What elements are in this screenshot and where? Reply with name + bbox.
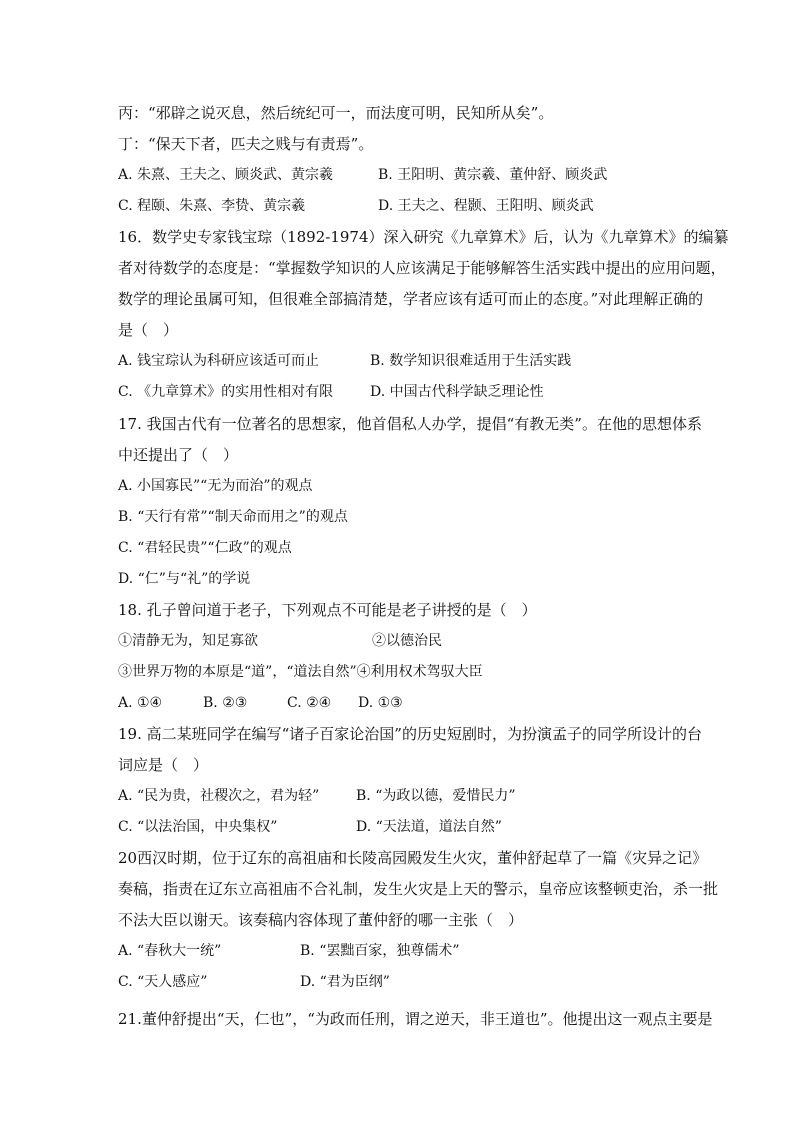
q18-stem: 18. 孔子曾问道于老子，下列观点不可能是老子讲授的是（ ） xyxy=(118,601,537,619)
q17-stem-line-1: 17. 我国古代有一位著名的思想家，他首倡私人办学，提倡“有教无类”。在他的思想体系 xyxy=(118,415,702,433)
q18-option-b: B. ②③ xyxy=(203,695,248,711)
q16-option-a: A. 钱宝琮认为科研应该适可而止 xyxy=(118,353,320,369)
q16-stem-line-4: 是（ ） xyxy=(118,321,179,339)
q17-option-b: B. “天行有常”“制天命而用之”的观点 xyxy=(118,509,348,525)
q19-option-c: C. “以法治国，中央集权” xyxy=(118,819,278,835)
q18-option-d: D. ①③ xyxy=(358,695,403,711)
q19-stem-line-1: 19. 高二某班同学在编写“诸子百家论治国”的历史短剧时，为扮演孟子的同学所设计的台 xyxy=(118,725,702,743)
q17-option-d: D. “仁”与“礼”的学说 xyxy=(118,571,251,587)
q19-option-d: D. “天法道，道法自然” xyxy=(356,819,502,835)
q16-stem-line-1: 16．数学史专家钱宝琮（1892-1974）深入研究《九章算术》后，认为《九章算术》的编纂 xyxy=(118,228,729,246)
q19-option-b: B. “为政以德，爱惜民力” xyxy=(356,788,516,804)
q20-stem-line-1: 20西汉时期，位于辽东的高祖庙和长陵高园殿发生火灾，董仲舒起草了一篇《灾异之记》 xyxy=(118,849,708,867)
q15-option-d: D. 王夫之、程颢、王阳明、顾炎武 xyxy=(378,198,594,214)
q18-item-2: ②以德治民 xyxy=(372,633,442,649)
q20-option-d: D. “君为臣纲” xyxy=(300,974,390,990)
q20-stem-line-3: 不法大臣以谢天。该奏稿内容体现了董仲舒的哪一主张（ ） xyxy=(118,911,524,929)
q20-option-a: A. “春秋大一统” xyxy=(118,943,222,959)
q19-option-a: A. “民为贵，社稷次之，君为轻” xyxy=(118,788,320,804)
q16-stem-line-3: 数学的理论虽属可知，但很难全部搞清楚，学者应该有适可而止的态度。”对此理解正确的 xyxy=(118,290,704,308)
q18-items-3-4: ③世界万物的本原是“道”，“道法自然”④利用权术驾驭大臣 xyxy=(118,664,483,680)
q16-option-c: C. 《九章算术》的实用性相对有限 xyxy=(118,384,334,400)
quote-bing: 丙：“邪辟之说灭息，然后统纪可一，而法度可明，民知所从矣”。 xyxy=(118,104,554,122)
q18-item-1: ①清静无为，知足寡欲 xyxy=(118,633,258,649)
q21-stem-line-1: 21.董仲舒提出“天，仁也”，“为政而任刑，谓之逆天，非王道也”。他提出这一观点主要是 xyxy=(118,1010,713,1028)
q17-option-a: A. 小国寡民”“无为而治”的观点 xyxy=(118,478,313,494)
q15-option-a: A. 朱熹、王夫之、顾炎武、黄宗羲 xyxy=(118,167,334,183)
q20-option-b: B. “罢黜百家，独尊儒术” xyxy=(300,943,460,959)
q16-option-d: D. 中国古代科学缺乏理论性 xyxy=(370,384,544,400)
q20-stem-line-2: 奏稿，指责在辽东立高祖庙不合礼制，发生火灾是上天的警示，皇帝应该整顿吏治，杀一批 xyxy=(118,880,719,898)
q15-option-c: C. 程颐、朱熹、李贽、黄宗羲 xyxy=(118,198,306,214)
q15-option-b: B. 王阳明、黄宗羲、董仲舒、顾炎武 xyxy=(378,167,608,183)
q19-stem-line-2: 词应是（ ） xyxy=(118,756,209,774)
q20-option-c: C. “天人感应” xyxy=(118,974,208,990)
q16-stem-line-2: 者对待数学的态度是：“掌握数学知识的人应该满足于能够解答生活实践中提出的应用问题， xyxy=(118,259,726,277)
q16-option-b: B. 数学知识很难适用于生活实践 xyxy=(370,353,572,369)
q18-option-a: A. ①④ xyxy=(118,695,163,711)
quote-ding: 丁：“保天下者，匹夫之贱与有责焉”。 xyxy=(118,135,374,153)
q17-option-c: C. “君轻民贵”“仁政”的观点 xyxy=(118,540,292,556)
q17-stem-line-2: 中还提出了（ ） xyxy=(118,446,239,464)
q18-option-c: C. ②④ xyxy=(287,695,332,711)
